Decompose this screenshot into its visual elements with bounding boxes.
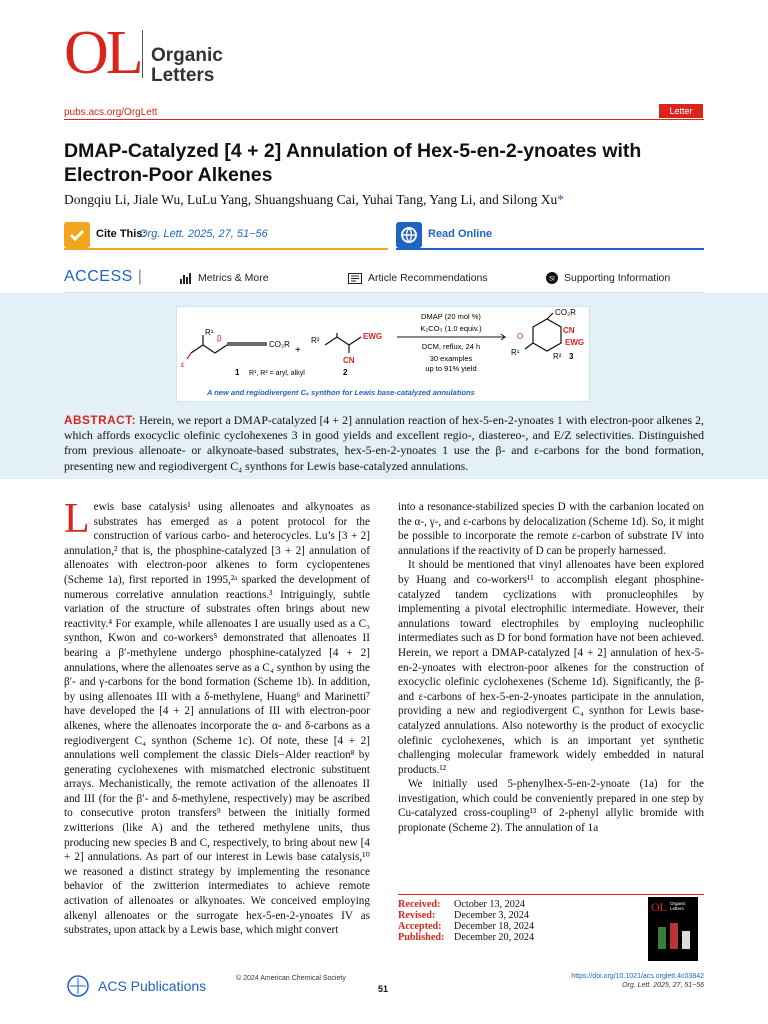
logo-line-1: Organic <box>151 45 223 66</box>
toc-num-2: 2 <box>343 368 348 377</box>
acs-publications-logo[interactable] <box>64 975 206 997</box>
toc-scope-1: 30 examples <box>429 354 473 363</box>
cite-underline <box>64 248 388 250</box>
metrics-label: Metrics & More <box>198 272 269 284</box>
journal-url-link[interactable]: pubs.acs.org/OrgLett <box>64 107 158 118</box>
toc-ewg: EWG <box>363 332 383 341</box>
toc-num-1: 1 <box>235 368 240 377</box>
metrics-button[interactable] <box>180 272 269 284</box>
body-column-right <box>398 500 704 836</box>
reaction-arrow <box>397 334 505 340</box>
article-recommendations-button[interactable] <box>348 272 488 284</box>
article-type-badge: Letter <box>659 104 703 118</box>
corresponding-author-mark[interactable]: * <box>557 192 565 207</box>
cite-reference-link[interactable]: Org. Lett. 2025, 27, 51−56 <box>139 228 268 240</box>
toc-epsilon: ε <box>181 360 185 369</box>
toc-r2: R² <box>311 336 320 345</box>
doi-link[interactable]: https://doi.org/10.1021/acs.orglett.4c03842 <box>571 973 704 980</box>
abstract <box>64 413 704 474</box>
page-number: 51 <box>378 984 389 994</box>
body-column-left <box>64 496 370 938</box>
body-right-para-1: into a resonance-stabilized species D with the carbanion located on the α-, γ-, and ε-carbons by delocalization (Scheme 1d). So, it might be possible to incorporate the remote ε-carbon of substrate IV into annulations if the reactivity of D can be properly harnessed. <box>398 501 704 557</box>
copyright: © 2024 American Chemical Society <box>236 975 346 982</box>
bar-chart-icon <box>180 273 192 284</box>
authors-text: Dongqiu Li, Jiale Wu, LuLu Yang, Shuangshuang Cai, Yuhai Tang, Yang Li, and Silong Xu <box>64 192 558 207</box>
toc-product-o: O <box>517 332 524 341</box>
toc-co2r: CO₂R <box>269 340 290 349</box>
acs-publications-label: ACS Publications <box>98 978 207 994</box>
cover-title-1: Organic <box>670 901 686 906</box>
revised-row: Revised: December 3, 2024 <box>398 910 529 921</box>
toc-beta: β <box>217 334 222 343</box>
cite-this-label: Cite This: <box>96 228 147 240</box>
svg-text:OL: OL <box>651 900 667 914</box>
accepted-row: Accepted: December 18, 2024 <box>398 921 535 932</box>
toc-product-r1: R¹ <box>511 348 520 357</box>
header-rule <box>64 119 704 120</box>
toc-product-co2r: CO₂R <box>555 308 576 317</box>
footer-citation: Org. Lett. 2025, 27, 51−56 <box>622 982 704 989</box>
toc-substituents: R¹, R² = aryl, alkyl <box>249 370 305 377</box>
recommendations-label: Article Recommendations <box>368 272 488 284</box>
access-label: ACCESS | <box>64 268 143 285</box>
toc-r1: R¹ <box>205 328 214 337</box>
toc-product-r2: R² <box>553 352 562 361</box>
svg-text:SI: SI <box>549 276 555 283</box>
substrate-1-skeleton <box>191 345 267 353</box>
toc-reagent-1: DMAP (20 mol %) <box>421 312 481 321</box>
drop-cap: L <box>64 496 90 542</box>
supporting-information-button[interactable] <box>546 272 670 284</box>
cover-title-2: Letters <box>670 906 684 911</box>
abstract-text: Herein, we report a DMAP-catalyzed [4 + 2] annulation reaction of hex-5-en-2-ynoates 1 with electron-poor alkenes 2, which affords exocyclic olefinic cyclohexenes 3 in good yields and excellent regio-, diastereo-, and E/Z selectivities. Distinguished from previous allenoate- or alkynoate-based substrates, hex-5-en-2-ynoates 1 use the β- and ε-carbons for the bond formation, presenting new and regiodivergent C₄ synthons for Lewis base-catalyzed annulations. <box>64 413 704 473</box>
received-row: Received: October 13, 2024 <box>398 899 526 910</box>
toc-cn: CN <box>343 356 355 365</box>
author-list <box>64 192 704 208</box>
acs-hexagon-icon <box>64 975 92 997</box>
document-icon <box>348 273 362 284</box>
journal-logo-letters: OL <box>64 19 141 87</box>
toc-scope-2: up to 91% yield <box>425 364 477 373</box>
body-left-text: ewis base catalysis¹ using allenoates and alkynoates as substrates has emerged as a potent protocol for the construction of various carbo- and heterocycles. Lu’s [3 + 2] annulation,² that is, the phosphine-catalyzed [3 + 2] annulation of allenoates with electron-poor alkenes to form cyclopentenes (Scheme 1a), first reported in 1995,²ᵃ sparked the development of numerous correlative annulation reactions.³ Intriguingly, subtle variation of the structure of substrates often brings about new reactivity.⁴ For example, while allenoates I are usually used as a C₃ synthon, Kwon and co-workers⁵ demonstrated that allenoates II bearing a β′-methylene undergo phosphine-catalyzed [4 + 2] annulations, where the allenoates serve as a C₄ synthon by using the β′- and γ-carbons for the bond formation (Scheme 1b). In addition, by using allenoates III with a δ-methylene, Huang⁶ and Marinetti⁷ have developed the [4 + 2] annulations of III with electron-poor alkenes, where the allenoates incorporate the α- and δ-carbons as a regiodivergent C₄ synthon (Scheme 1c). Of note, these [4 + 2] annulations well complement the classic Diels−Alder reaction⁸ by generating cyclohexenes with mismatched electronic substituent arrays. Mechanistically, the remote activation of the allenoates II and III (for the β′- and δ-methylene, respectively) may be ascribed to consecutive proton transfers⁹ between the initially formed zwitterions (like A) and the tethered methylene units, thus producing new species B and C, respectively, to bring about new [4 + 2] annulations. As part of our interest in Lewis base catalysis,¹⁰ we reasoned a distinct strategy by implementing the resonance behavior of the zwitterion intermediates to achieve remote activation of allenoates or alkynoates. We conceived employing alkenyl allenoates or the surrogate hex-5-en-2-ynoates IV as substrates, upon attack by a Lewis base, which might convert <box>64 501 370 937</box>
body-right-para-3: We initially used 5-phenylhex-5-en-2-ynoate (1a) for the investigation, which could be conveniently prepared in one step by Cu-catalyzed cross-coupling¹³ of 2-phenyl allylic bromide with propionate (Scheme 2). The annulation of 1a <box>398 778 704 835</box>
toc-product-cn: CN <box>563 326 575 335</box>
journal-cover-thumbnail[interactable] <box>648 897 698 961</box>
si-icon <box>546 272 558 284</box>
toc-caption: A new and regiodivergent C₄ synthon for Lewis base-catalyzed annulations <box>207 388 475 397</box>
supporting-info-label: Supporting Information <box>564 272 671 284</box>
body-right-para-2: It should be mentioned that vinyl allenoates have been explored by Huang and co-workers¹¹ to accomplish elegant phosphine-catalyzed tandem cyclizations with pronucleophiles by implementing a pivotal electrophilic intermediate. However, their annulations toward electrophiles by employing nucleophilic intermediates such as D for bond formation have not been achieved. Herein, we report a DMAP-catalyzed [4 + 2] annulation of hex-5-en-2-ynoates with electron-poor alkenes for the construction of exocyclic olefinic cyclohexenes (Scheme 1d). Significantly, the β- and ε-carbons of hex-5-en-2-ynoates participate in the annulation, providing a new and regiodivergent C₄ synthon for Lewis base-catalyzed annulations. Also noteworthy is the product of exocyclic olefinic cyclohexenes, which is an important yet synthetic challenging molecular framework widely embedded in natural products.¹² <box>398 559 704 776</box>
abstract-label: ABSTRACT: <box>64 413 136 427</box>
read-online-button[interactable]: Read Online <box>428 228 493 240</box>
logo-divider <box>142 30 143 78</box>
article-title: DMAP-Catalyzed [4 + 2] Annulation of Hex-5-en-2-ynoates with Electron-Poor Alkenes <box>64 140 642 186</box>
product-3-ring <box>533 319 561 351</box>
toc-conditions: DCM, reflux, 24 h <box>421 342 481 351</box>
toc-graphic <box>176 306 590 402</box>
toc-product-ewg: EWG <box>565 338 585 347</box>
toc-num-3: 3 <box>569 352 574 361</box>
toc-plus: + <box>295 345 301 356</box>
toc-reagent-2: K₂CO₃ (1.0 equiv.) <box>420 324 482 333</box>
globe-icon[interactable] <box>396 222 422 248</box>
journal-logo-wordmark <box>151 46 223 86</box>
cite-check-icon[interactable] <box>64 222 90 248</box>
logo-line-2: Letters <box>151 65 215 86</box>
read-online-underline <box>396 248 704 250</box>
published-row: Published: December 20, 2024 <box>398 932 535 943</box>
